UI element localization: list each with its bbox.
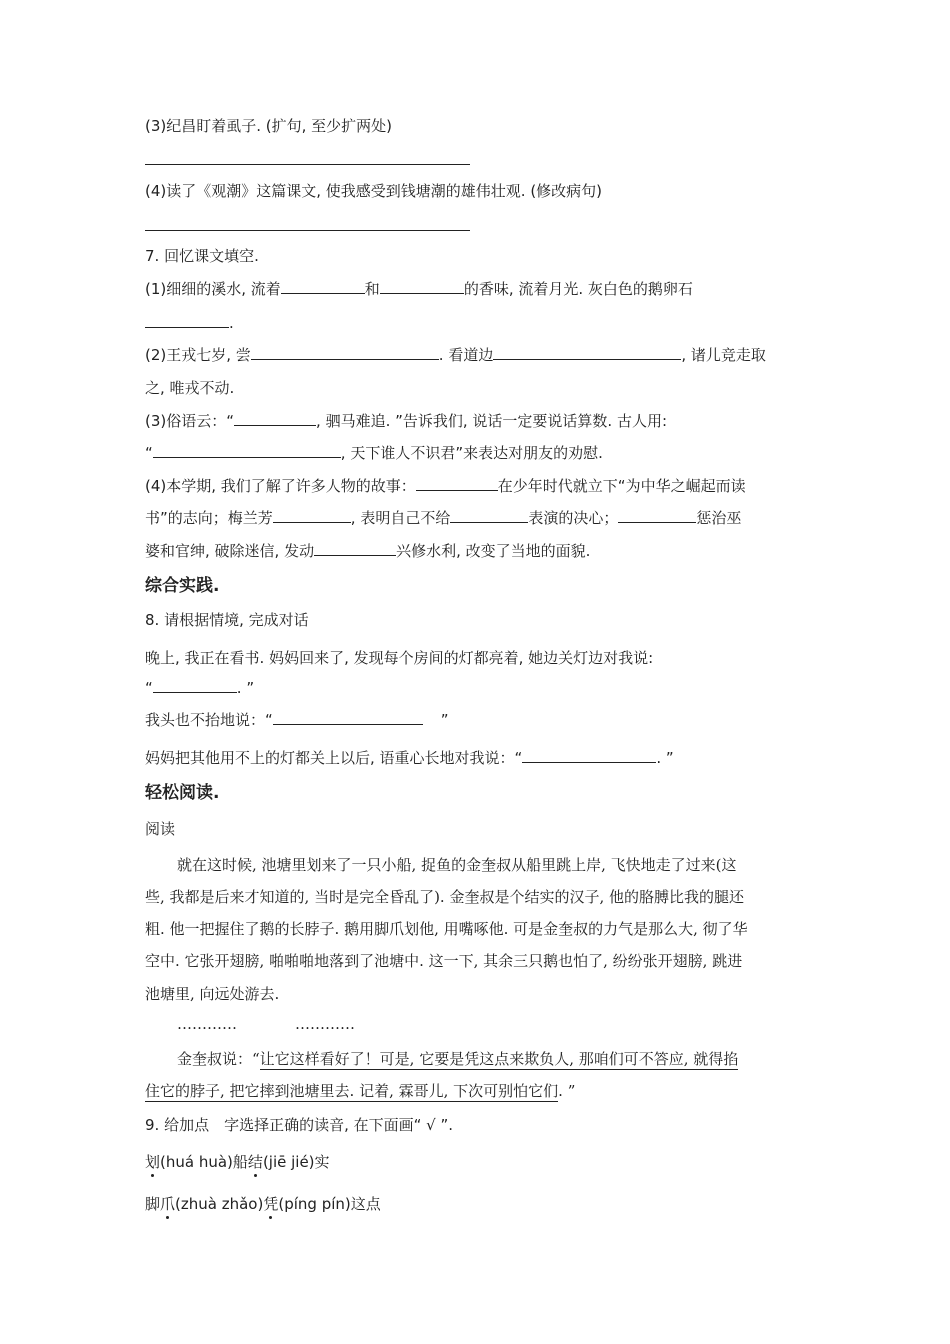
q6-item4: (4)读了《观潮》这篇课文, 使我感受到钱塘潮的雄伟壮观. (修改病句) [145,182,603,200]
pinyin-options[interactable]: (zhuà zhǎo) [175,1195,264,1213]
text: . ” [656,749,674,767]
text: (3)俗语云：“ [145,412,235,430]
text: “ [145,679,153,697]
passage-quote-line [145,1081,575,1101]
text: (1)细细的溪水, 流着 [145,280,281,298]
text: 书”的志向；梅兰芳 [145,509,273,527]
fill-blank[interactable] [273,508,351,523]
underlined-text: 让它这样看好了！可是, 它要是凭这点来欺负人, 那咱们可不答应, 就得掐 [259,1050,739,1068]
passage-line: 些, 我都是后来才知道的, 当时是完全昏乱了). 金奎叔是个结实的汉子, 他的胳膊比我的腿还 [145,888,745,906]
text: ” [440,711,449,729]
passage-line: 就在这时候, 池塘里划来了一只小船, 捉鱼的金奎叔从船里跳上岸, 飞快地走了过来(这 [177,856,737,874]
passage-quote-line [177,1049,738,1069]
q7-item4-cont2 [145,541,590,561]
text: . ” [236,679,255,697]
text: , 天下谁人不识君”来表达对朋友的劝慰. [340,444,603,462]
text: . ” [558,1082,576,1100]
ellipsis: ………… [177,1015,237,1033]
fill-blank[interactable] [251,345,439,360]
text: 的香味, 流着月光. 灰白色的鹅卵石 [463,280,693,298]
text: 兴修水利, 改变了当地的面貌. [396,542,591,560]
fill-blank[interactable] [145,313,229,328]
text: , 驷马难追. ”告诉我们, 说话一定要说话算数. 古人用: [316,412,668,430]
section-heading-reading: 轻松阅读. [145,783,220,803]
q7-title: 7. 回忆课文填空. [145,247,259,265]
fill-blank[interactable] [416,476,498,491]
dotted-char: 爪 [160,1195,176,1213]
text: 船 [232,1153,248,1171]
q7-item2-cont: 之, 唯戎不动. [145,379,235,397]
q7-item1-cont [145,313,234,333]
ellipsis: ………… [295,1015,355,1033]
text: 惩治巫 [696,509,742,527]
text: (2)王戎七岁, 尝 [145,346,251,364]
q7-item4 [145,476,746,496]
text: 这点 [350,1195,381,1213]
passage-line: 空中. 它张开翅膀, 啪啪啪地落到了池塘中. 这一下, 其余三只鹅也怕了, 纷纷张开翅膀, 跳进 [145,952,743,970]
text: , 诸儿竞走取 [681,346,766,364]
text: 实 [314,1153,330,1171]
q8-line3 [145,710,449,730]
q9-title: 9. 给加点 字选择正确的读音, 在下面画“ √ ”. [145,1116,454,1134]
text: 脚 [145,1195,161,1213]
fill-blank[interactable] [281,279,365,294]
answer-line[interactable] [145,164,470,165]
q8-line2 [145,678,254,698]
dotted-char: 划 [145,1153,161,1171]
q8-title: 8. 请根据情境, 完成对话 [145,611,309,629]
dotted-char: 结 [247,1153,263,1171]
fill-blank[interactable] [273,710,423,725]
fill-blank[interactable] [153,443,341,458]
fill-blank[interactable] [450,508,528,523]
q7-item3-cont [145,443,603,463]
q7-item1 [145,279,693,299]
q7-item2 [145,345,766,365]
reading-label: 阅读 [145,820,176,838]
text: 妈妈把其他用不上的灯都关上以后, 语重心长地对我说：“ [145,749,523,767]
q7-item3 [145,411,667,431]
passage-line: 粗. 他一把握住了鹅的长脖子. 鹅用脚爪划他, 用嘴啄他. 可是金奎叔的力气是那么大, 彻了华 [145,920,748,938]
text: 我头也不抬地说：“ [145,711,273,729]
pinyin-options[interactable]: (huá huà) [160,1153,233,1171]
fill-blank[interactable] [234,411,316,426]
pinyin-options[interactable]: (píng pín) [278,1195,351,1213]
fill-blank[interactable] [493,345,681,360]
q8-line4 [145,748,674,768]
text: 在少年时代就立下“为中华之崛起而读 [497,477,746,495]
passage-line: 池塘里, 向远处游去. [145,985,280,1003]
q9-row2 [145,1194,381,1214]
q9-row1 [145,1152,330,1172]
text: . [229,314,234,332]
q7-item4-cont [145,508,741,528]
text: 和 [364,280,380,298]
fill-blank[interactable] [618,508,696,523]
q6-item3: (3)纪昌盯着虱子. (扩句, 至少扩两处) [145,117,393,135]
text: 表演的决心； [528,509,619,527]
dotted-char: 凭 [263,1195,279,1213]
text: . 看道边 [438,346,494,364]
pinyin-options[interactable]: (jiē jié) [262,1153,315,1171]
fill-blank[interactable] [314,541,396,556]
text: 婆和官绅, 破除迷信, 发动 [145,542,315,560]
text: (4)本学期, 我们了解了许多人物的故事： [145,477,416,495]
fill-blank[interactable] [153,678,237,693]
fill-blank[interactable] [522,748,656,763]
text: 金奎叔说：“ [177,1050,260,1068]
text: , 表明自己不给 [350,509,451,527]
underlined-text: 住它的脖子, 把它摔到池塘里去. 记着, 霖哥儿, 下次可别怕它们 [145,1082,559,1100]
answer-line[interactable] [145,230,470,231]
text: “ [145,444,153,462]
section-heading-practice: 综合实践. [145,576,220,596]
q8-line1: 晚上, 我正在看书. 妈妈回来了, 发现每个房间的灯都亮着, 她边关灯边对我说: [145,649,654,667]
fill-blank[interactable] [380,279,464,294]
